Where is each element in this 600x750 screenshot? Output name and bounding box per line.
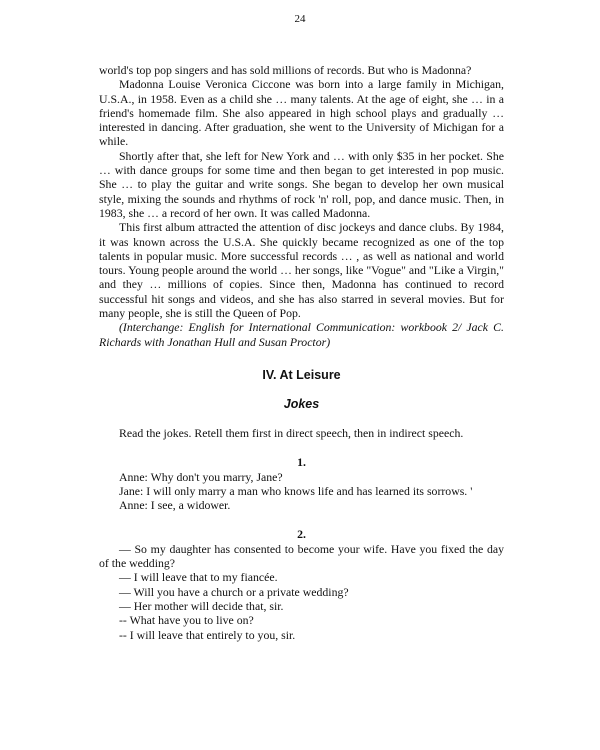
joke-line: — Her mother will decide that, sir. bbox=[119, 598, 284, 613]
joke-line: — So my daughter has consented to become your wife. Have you fixed the day of the wedding? bbox=[99, 541, 504, 571]
joke-line: — I will leave that to my fiancée. bbox=[119, 570, 278, 585]
joke-line: -- I will leave that entirely to you, sir. bbox=[119, 627, 296, 642]
section-subheading: Jokes bbox=[283, 396, 320, 411]
joke-line: Jane: I will only marry a man who knows life and has learned its sorrows. ' bbox=[119, 483, 473, 498]
instruction-text: Read the jokes. Retell them first in direct speech, then in indirect speech. bbox=[119, 425, 464, 440]
page-number: 24 bbox=[294, 13, 306, 25]
joke-line: -- What have you to live on? bbox=[119, 613, 254, 628]
page-body bbox=[99, 63, 504, 642]
joke-line: — Will you have a church or a private wedding? bbox=[119, 584, 349, 599]
reading-paragraph: This first album attracted the attention of disc jockeys and dance clubs. By 1984, it was known across the U.S.A. She quickly became recognized as one of the top talents in popular music. More successful records … , as well as national and world tours. Young people around the world … her songs, like "Vogue" and "Like a Virgin," and they … millions of copies. Since then, Madonna has continued to record successful hit songs and videos, and she has also starred in several movies. But for many people, she is still the Queen of Pop. bbox=[99, 220, 504, 321]
reading-paragraph: Shortly after that, she left for New York and … with only $35 in her pocket. She … with dance groups for some time and then began to get interested in pop music. She … to play the guitar and write songs. She began to develop her own musical style, mixing the sounds and rhythms of rock 'n' roll, pop, and dance music. Then, in 1983, she … a record of her own. It was called Madonna. bbox=[99, 148, 504, 220]
source-citation: (Interchange: English for International Communication: workbook 2/ Jack C. Richards with Jonathan Hull and Susan Proctor) bbox=[99, 320, 504, 349]
section-heading: IV. At Leisure bbox=[262, 367, 341, 382]
joke-line: Anne: I see, a widower. bbox=[119, 498, 231, 513]
joke-line: Anne: Why don't you marry, Jane? bbox=[119, 469, 283, 484]
reading-paragraph: Madonna Louise Veronica Ciccone was born into a large family in Michigan, U.S.A., in 1958. Even as a child she … many talents. At the age of eight, she … in a friend's homemade film. She also appeared in high school plays and gradually … interested in dancing. After graduation, she went to the University of Michigan for a while. bbox=[99, 77, 504, 149]
reading-paragraph: world's top pop singers and has sold millions of records. But who is Madonna? bbox=[99, 63, 472, 77]
joke-number: 2. bbox=[297, 527, 306, 542]
joke-number: 1. bbox=[297, 455, 306, 470]
